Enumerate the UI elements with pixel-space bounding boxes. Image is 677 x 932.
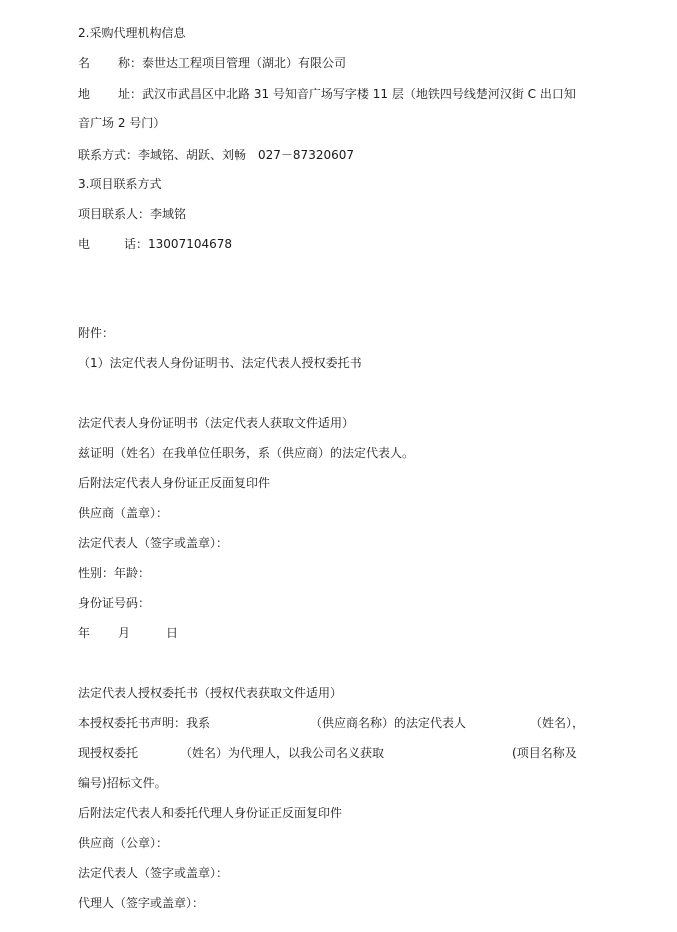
agency-name-label-a: 名	[78, 56, 91, 70]
authorization-line-2	[78, 745, 577, 761]
authorization-title: 法定代表人授权委托书（授权代表获取文件适用）	[78, 686, 343, 700]
agency-contact-value: 李域铭、胡跃、刘畅 027－87320607	[138, 148, 354, 162]
date-year: 年	[78, 626, 91, 640]
identity-cert-id-number: 身份证号码：	[78, 596, 151, 610]
agency-name-row	[78, 55, 346, 71]
authorization-line-2-b: （姓名）为代理人，以我公司名义获取	[180, 746, 385, 760]
project-phone-label-b: 话：	[124, 237, 149, 251]
project-contact-phone-row	[78, 236, 232, 252]
project-contact-person-row	[78, 206, 186, 222]
project-contact-person-value: 李域铭	[150, 207, 187, 221]
project-contact-heading: 3.项目联系方式	[78, 177, 162, 191]
authorization-agent: 代理人（签字或盖章）：	[78, 896, 205, 910]
identity-cert-gender-age: 性别：年龄：	[78, 566, 151, 580]
project-phone-label-a: 电	[78, 237, 91, 251]
identity-cert-statement: 兹证明（姓名）在我单位任职务，系（供应商）的法定代表人。	[78, 446, 415, 460]
date-day: 日	[166, 626, 179, 640]
authorization-legal-rep: 法定代表人（签字或盖章）：	[78, 866, 229, 880]
agency-name-label-b: 称：	[118, 56, 143, 70]
date-month: 月	[118, 626, 131, 640]
agency-contact-label: 联系方式：	[78, 148, 139, 162]
authorization-line-3: 编号)招标文件。	[78, 776, 167, 790]
identity-cert-attach-note: 后附法定代表人身份证正反面复印件	[78, 476, 271, 490]
agency-address-label-a: 地	[78, 87, 91, 101]
authorization-line-1	[78, 715, 584, 731]
authorization-line-1-c: （姓名），	[530, 716, 585, 730]
authorization-line-1-b: （供应商名称）的法定代表人	[310, 716, 467, 730]
authorization-line-2-a: 现授权委托	[78, 746, 139, 760]
agency-address-row	[78, 86, 576, 102]
identity-cert-date-row	[78, 625, 178, 641]
agency-address-value: 武汉市武昌区中北路 31 号知音广场写字楼 11 层（地铁四号线楚河汉街 C 出口知	[142, 87, 576, 101]
authorization-attach-note: 后附法定代表人和委托代理人身份证正反面复印件	[78, 806, 343, 820]
agency-heading: 2.采购代理机构信息	[78, 26, 186, 40]
agency-contact-row	[78, 147, 354, 163]
attachment-item-1: （1）法定代表人身份证明书、法定代表人授权委托书	[78, 356, 362, 370]
authorization-line-1-a: 本授权委托书声明：我系	[78, 716, 211, 730]
agency-address-continued: 音广场 2 号门）	[78, 116, 166, 130]
identity-cert-legal-rep: 法定代表人（签字或盖章）：	[78, 536, 229, 550]
agency-address-label-b: 址：	[118, 87, 143, 101]
agency-name-value: 泰世达工程项目管理（湖北）有限公司	[142, 56, 347, 70]
identity-cert-supplier: 供应商（盖章）：	[78, 506, 169, 520]
attachments-heading: 附件：	[78, 326, 115, 340]
project-contact-person-label: 项目联系人：	[78, 207, 151, 221]
project-phone-value: 13007104678	[148, 237, 233, 251]
authorization-line-2-c: (项目名称及	[512, 746, 577, 760]
authorization-supplier: 供应商（公章）：	[78, 836, 169, 850]
identity-cert-title: 法定代表人身份证明书（法定代表人获取文件适用）	[78, 416, 355, 430]
